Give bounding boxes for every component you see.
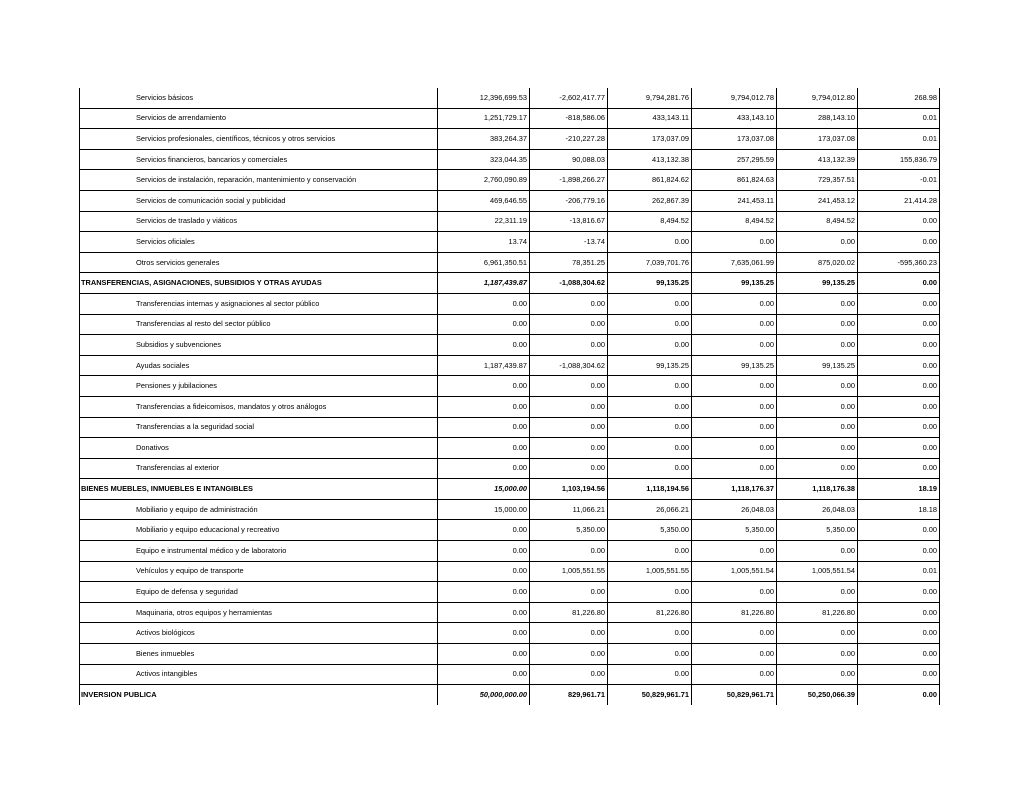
amount-cell-5: 0.00 — [777, 582, 858, 603]
amount-cell-4: 0.00 — [692, 623, 777, 644]
amount-cell-4: 0.00 — [692, 293, 777, 314]
amount-cell-2: 0.00 — [530, 376, 608, 397]
amount-cell-4: 5,350.00 — [692, 520, 777, 541]
amount-cell-1: 50,000,000.00 — [438, 685, 530, 705]
table-row — [80, 335, 940, 356]
amount-cell-6: -0.01 — [858, 170, 940, 191]
amount-cell-2: 1,103,194.56 — [530, 479, 608, 500]
table-row — [80, 88, 940, 108]
amount-cell-6: 18.19 — [858, 479, 940, 500]
amount-cell-4: 0.00 — [692, 582, 777, 603]
table-row — [80, 396, 940, 417]
amount-cell-3: 50,829,961.71 — [608, 685, 692, 705]
amount-cell-2: -210,227.28 — [530, 129, 608, 150]
amount-cell-2: 0.00 — [530, 541, 608, 562]
amount-cell-4: 0.00 — [692, 541, 777, 562]
amount-cell-3: 99,135.25 — [608, 355, 692, 376]
amount-cell-6: 0.00 — [858, 623, 940, 644]
amount-cell-6: 0.00 — [858, 314, 940, 335]
amount-cell-4: 241,453.11 — [692, 190, 777, 211]
amount-cell-5: 0.00 — [777, 396, 858, 417]
amount-cell-2: 78,351.25 — [530, 252, 608, 273]
amount-cell-5: 0.00 — [777, 293, 858, 314]
table-row — [80, 458, 940, 479]
amount-cell-4: 50,829,961.71 — [692, 685, 777, 705]
amount-cell-4: 0.00 — [692, 438, 777, 459]
concept-label: Pensiones y jubilaciones — [80, 376, 438, 397]
concept-label: Transferencias al exterior — [80, 458, 438, 479]
concept-label: Transferencias a la seguridad social — [80, 417, 438, 438]
concept-label: Equipo de defensa y seguridad — [80, 582, 438, 603]
amount-cell-3: 7,039,701.76 — [608, 252, 692, 273]
amount-cell-3: 0.00 — [608, 623, 692, 644]
amount-cell-4: 0.00 — [692, 232, 777, 253]
concept-label: Donativos — [80, 438, 438, 459]
amount-cell-5: 0.00 — [777, 458, 858, 479]
concept-label: Bienes inmuebles — [80, 644, 438, 665]
amount-cell-5: 9,794,012.80 — [777, 88, 858, 108]
amount-cell-2: -206,779.16 — [530, 190, 608, 211]
amount-cell-2: 0.00 — [530, 314, 608, 335]
amount-cell-6: 0.00 — [858, 211, 940, 232]
concept-label: Maquinaria, otros equipos y herramientas — [80, 602, 438, 623]
amount-cell-4: 0.00 — [692, 314, 777, 335]
concept-label: Servicios financieros, bancarios y comerciales — [80, 149, 438, 170]
concept-label: Transferencias al resto del sector público — [80, 314, 438, 335]
amount-cell-2: 11,066.21 — [530, 499, 608, 520]
amount-cell-3: 0.00 — [608, 417, 692, 438]
amount-cell-1: 2,760,090.89 — [438, 170, 530, 191]
amount-cell-2: -13.74 — [530, 232, 608, 253]
amount-cell-6: 0.00 — [858, 293, 940, 314]
amount-cell-6: 0.00 — [858, 396, 940, 417]
amount-cell-5: 413,132.39 — [777, 149, 858, 170]
amount-cell-1: 0.00 — [438, 376, 530, 397]
amount-cell-1: 1,251,729.17 — [438, 108, 530, 129]
amount-cell-5: 0.00 — [777, 541, 858, 562]
amount-cell-5: 0.00 — [777, 417, 858, 438]
amount-cell-4: 1,005,551.54 — [692, 561, 777, 582]
amount-cell-1: 1,187,439.87 — [438, 355, 530, 376]
amount-cell-5: 99,135.25 — [777, 273, 858, 294]
amount-cell-2: 0.00 — [530, 396, 608, 417]
amount-cell-4: 0.00 — [692, 458, 777, 479]
concept-label: Servicios de arrendamiento — [80, 108, 438, 129]
amount-cell-6: 0.00 — [858, 644, 940, 665]
category-label: INVERSION PUBLICA — [80, 685, 438, 705]
category-label: BIENES MUEBLES, INMUEBLES E INTANGIBLES — [80, 479, 438, 500]
amount-cell-6: 155,836.79 — [858, 149, 940, 170]
amount-cell-5: 1,118,176.38 — [777, 479, 858, 500]
amount-cell-5: 81,226.80 — [777, 602, 858, 623]
amount-cell-1: 0.00 — [438, 335, 530, 356]
category-row — [80, 685, 940, 705]
table-row — [80, 561, 940, 582]
amount-cell-2: -1,088,304.62 — [530, 355, 608, 376]
concept-label: Otros servicios generales — [80, 252, 438, 273]
amount-cell-5: 8,494.52 — [777, 211, 858, 232]
amount-cell-5: 875,020.02 — [777, 252, 858, 273]
amount-cell-6: 0.00 — [858, 355, 940, 376]
amount-cell-3: 0.00 — [608, 396, 692, 417]
amount-cell-3: 81,226.80 — [608, 602, 692, 623]
amount-cell-3: 0.00 — [608, 376, 692, 397]
amount-cell-2: 90,088.03 — [530, 149, 608, 170]
amount-cell-1: 0.00 — [438, 541, 530, 562]
concept-label: Activos intangibles — [80, 664, 438, 685]
amount-cell-4: 26,048.03 — [692, 499, 777, 520]
amount-cell-2: 0.00 — [530, 335, 608, 356]
amount-cell-6: 0.00 — [858, 520, 940, 541]
amount-cell-3: 0.00 — [608, 335, 692, 356]
amount-cell-5: 173,037.08 — [777, 129, 858, 150]
amount-cell-4: 0.00 — [692, 376, 777, 397]
amount-cell-3: 5,350.00 — [608, 520, 692, 541]
concept-label: Vehículos y equipo de transporte — [80, 561, 438, 582]
amount-cell-6: 0.00 — [858, 458, 940, 479]
table-row — [80, 417, 940, 438]
amount-cell-2: 0.00 — [530, 438, 608, 459]
amount-cell-1: 469,646.55 — [438, 190, 530, 211]
amount-cell-3: 0.00 — [608, 644, 692, 665]
amount-cell-1: 0.00 — [438, 438, 530, 459]
amount-cell-3: 1,005,551.55 — [608, 561, 692, 582]
table-row — [80, 355, 940, 376]
amount-cell-6: 0.01 — [858, 129, 940, 150]
budget-table — [79, 88, 940, 705]
table-row — [80, 314, 940, 335]
amount-cell-1: 0.00 — [438, 458, 530, 479]
amount-cell-2: 0.00 — [530, 623, 608, 644]
category-row — [80, 479, 940, 500]
amount-cell-4: 0.00 — [692, 417, 777, 438]
amount-cell-1: 0.00 — [438, 396, 530, 417]
amount-cell-4: 99,135.25 — [692, 355, 777, 376]
amount-cell-1: 0.00 — [438, 623, 530, 644]
table-row — [80, 582, 940, 603]
amount-cell-3: 262,867.39 — [608, 190, 692, 211]
amount-cell-6: 0.00 — [858, 664, 940, 685]
amount-cell-4: 9,794,012.78 — [692, 88, 777, 108]
amount-cell-2: -2,602,417.77 — [530, 88, 608, 108]
amount-cell-5: 729,357.51 — [777, 170, 858, 191]
table-row — [80, 664, 940, 685]
amount-cell-2: 1,005,551.55 — [530, 561, 608, 582]
amount-cell-3: 26,066.21 — [608, 499, 692, 520]
amount-cell-1: 0.00 — [438, 644, 530, 665]
amount-cell-5: 0.00 — [777, 438, 858, 459]
amount-cell-1: 323,044.35 — [438, 149, 530, 170]
amount-cell-1: 13.74 — [438, 232, 530, 253]
amount-cell-5: 0.00 — [777, 623, 858, 644]
table-row — [80, 438, 940, 459]
table-row — [80, 623, 940, 644]
table-row — [80, 520, 940, 541]
amount-cell-6: 18.18 — [858, 499, 940, 520]
concept-label: Transferencias internas y asignaciones al sector público — [80, 293, 438, 314]
amount-cell-3: 0.00 — [608, 541, 692, 562]
concept-label: Servicios de traslado y viáticos — [80, 211, 438, 232]
table-row — [80, 232, 940, 253]
amount-cell-3: 99,135.25 — [608, 273, 692, 294]
amount-cell-3: 9,794,281.76 — [608, 88, 692, 108]
amount-cell-5: 50,250,066.39 — [777, 685, 858, 705]
amount-cell-6: 0.00 — [858, 582, 940, 603]
concept-label: Mobiliario y equipo educacional y recreativo — [80, 520, 438, 541]
amount-cell-2: 0.00 — [530, 582, 608, 603]
amount-cell-4: 81,226.80 — [692, 602, 777, 623]
amount-cell-5: 0.00 — [777, 232, 858, 253]
amount-cell-6: 0.00 — [858, 541, 940, 562]
amount-cell-4: 0.00 — [692, 644, 777, 665]
amount-cell-6: 0.01 — [858, 108, 940, 129]
concept-label: Mobiliario y equipo de administración — [80, 499, 438, 520]
table-row — [80, 190, 940, 211]
concept-label: Servicios de instalación, reparación, mantenimiento y conservación — [80, 170, 438, 191]
table-row — [80, 129, 940, 150]
amount-cell-6: 0.01 — [858, 561, 940, 582]
budget-table-body — [80, 88, 940, 705]
amount-cell-2: 0.00 — [530, 664, 608, 685]
amount-cell-2: 0.00 — [530, 644, 608, 665]
amount-cell-6: 0.00 — [858, 335, 940, 356]
amount-cell-2: 0.00 — [530, 293, 608, 314]
amount-cell-3: 0.00 — [608, 232, 692, 253]
amount-cell-3: 0.00 — [608, 664, 692, 685]
amount-cell-2: -818,586.06 — [530, 108, 608, 129]
amount-cell-3: 0.00 — [608, 582, 692, 603]
amount-cell-3: 0.00 — [608, 458, 692, 479]
amount-cell-6: 0.00 — [858, 685, 940, 705]
table-row — [80, 541, 940, 562]
amount-cell-2: -1,088,304.62 — [530, 273, 608, 294]
amount-cell-2: 829,961.71 — [530, 685, 608, 705]
table-row — [80, 293, 940, 314]
concept-label: Subsidios y subvenciones — [80, 335, 438, 356]
amount-cell-2: 0.00 — [530, 458, 608, 479]
amount-cell-6: -595,360.23 — [858, 252, 940, 273]
amount-cell-3: 0.00 — [608, 438, 692, 459]
table-row — [80, 211, 940, 232]
amount-cell-1: 0.00 — [438, 314, 530, 335]
amount-cell-1: 0.00 — [438, 582, 530, 603]
amount-cell-6: 0.00 — [858, 232, 940, 253]
amount-cell-4: 0.00 — [692, 396, 777, 417]
amount-cell-2: -1,898,266.27 — [530, 170, 608, 191]
amount-cell-4: 257,295.59 — [692, 149, 777, 170]
amount-cell-5: 0.00 — [777, 644, 858, 665]
amount-cell-5: 0.00 — [777, 664, 858, 685]
amount-cell-2: -13,816.67 — [530, 211, 608, 232]
amount-cell-2: 5,350.00 — [530, 520, 608, 541]
amount-cell-3: 1,118,194.56 — [608, 479, 692, 500]
amount-cell-1: 12,396,699.53 — [438, 88, 530, 108]
amount-cell-6: 0.00 — [858, 417, 940, 438]
table-row — [80, 499, 940, 520]
amount-cell-6: 0.00 — [858, 273, 940, 294]
category-row — [80, 273, 940, 294]
amount-cell-6: 268.98 — [858, 88, 940, 108]
table-row — [80, 149, 940, 170]
amount-cell-1: 383,264.37 — [438, 129, 530, 150]
amount-cell-1: 0.00 — [438, 602, 530, 623]
concept-label: Servicios profesionales, científicos, técnicos y otros servicios — [80, 129, 438, 150]
amount-cell-6: 0.00 — [858, 602, 940, 623]
concept-label: Equipo e instrumental médico y de laboratorio — [80, 541, 438, 562]
amount-cell-2: 81,226.80 — [530, 602, 608, 623]
amount-cell-5: 26,048.03 — [777, 499, 858, 520]
amount-cell-1: 0.00 — [438, 417, 530, 438]
amount-cell-6: 0.00 — [858, 438, 940, 459]
amount-cell-1: 15,000.00 — [438, 499, 530, 520]
amount-cell-3: 173,037.09 — [608, 129, 692, 150]
amount-cell-5: 241,453.12 — [777, 190, 858, 211]
concept-label: Ayudas sociales — [80, 355, 438, 376]
amount-cell-3: 0.00 — [608, 314, 692, 335]
concept-label: Transferencias a fideicomisos, mandatos y otros análogos — [80, 396, 438, 417]
amount-cell-3: 861,824.62 — [608, 170, 692, 191]
amount-cell-1: 15,000.00 — [438, 479, 530, 500]
table-row — [80, 170, 940, 191]
table-row — [80, 252, 940, 273]
amount-cell-1: 1,187,439.87 — [438, 273, 530, 294]
amount-cell-5: 1,005,551.54 — [777, 561, 858, 582]
amount-cell-4: 7,635,061.99 — [692, 252, 777, 273]
amount-cell-1: 0.00 — [438, 561, 530, 582]
concept-label: Servicios de comunicación social y publicidad — [80, 190, 438, 211]
amount-cell-5: 288,143.10 — [777, 108, 858, 129]
amount-cell-4: 0.00 — [692, 335, 777, 356]
concept-label: Servicios básicos — [80, 88, 438, 108]
amount-cell-6: 21,414.28 — [858, 190, 940, 211]
amount-cell-3: 8,494.52 — [608, 211, 692, 232]
table-row — [80, 644, 940, 665]
amount-cell-1: 0.00 — [438, 664, 530, 685]
category-label: TRANSFERENCIAS, ASIGNACIONES, SUBSIDIOS Y OTRAS AYUDAS — [80, 273, 438, 294]
amount-cell-2: 0.00 — [530, 417, 608, 438]
concept-label: Activos biológicos — [80, 623, 438, 644]
amount-cell-4: 173,037.08 — [692, 129, 777, 150]
amount-cell-3: 433,143.11 — [608, 108, 692, 129]
concept-label: Servicios oficiales — [80, 232, 438, 253]
amount-cell-5: 0.00 — [777, 314, 858, 335]
amount-cell-4: 0.00 — [692, 664, 777, 685]
amount-cell-6: 0.00 — [858, 376, 940, 397]
amount-cell-1: 0.00 — [438, 293, 530, 314]
amount-cell-4: 1,118,176.37 — [692, 479, 777, 500]
amount-cell-3: 413,132.38 — [608, 149, 692, 170]
amount-cell-1: 0.00 — [438, 520, 530, 541]
amount-cell-4: 99,135.25 — [692, 273, 777, 294]
amount-cell-4: 861,824.63 — [692, 170, 777, 191]
amount-cell-4: 8,494.52 — [692, 211, 777, 232]
amount-cell-1: 22,311.19 — [438, 211, 530, 232]
table-row — [80, 602, 940, 623]
amount-cell-5: 5,350.00 — [777, 520, 858, 541]
amount-cell-5: 0.00 — [777, 335, 858, 356]
amount-cell-4: 433,143.10 — [692, 108, 777, 129]
amount-cell-5: 99,135.25 — [777, 355, 858, 376]
table-row — [80, 376, 940, 397]
amount-cell-3: 0.00 — [608, 293, 692, 314]
amount-cell-1: 6,961,350.51 — [438, 252, 530, 273]
amount-cell-5: 0.00 — [777, 376, 858, 397]
table-row — [80, 108, 940, 129]
